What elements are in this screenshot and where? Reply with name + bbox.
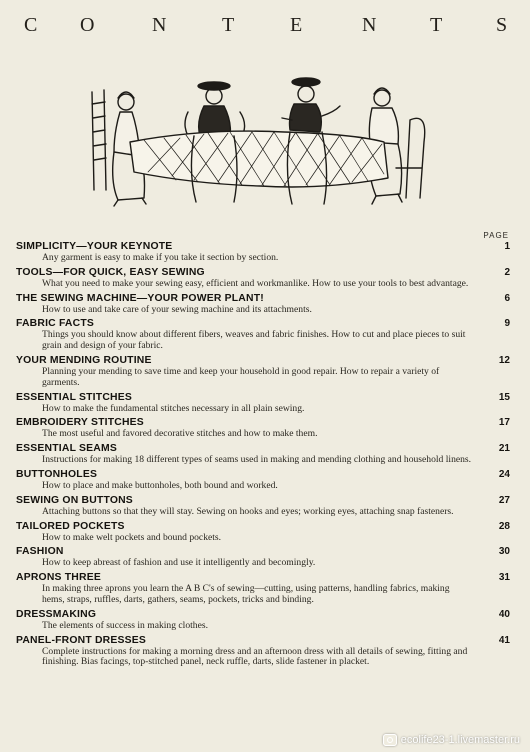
- toc-entry-page: 41: [498, 634, 510, 646]
- toc-entry-description: Complete instructions for making a morning dress and an afternoon dress with all details of sewing, fitting and finishing. Bias facings, top-stitched panel, neck ruffle, darts, slide fastener in placket.: [42, 645, 468, 668]
- toc-entry-description: Planning your mending to save time and keep your household in good repair. How to repair a variety of garments.: [42, 365, 440, 388]
- toc-entry-description: The elements of success in making clothes.: [42, 619, 208, 631]
- toc-entry-page: 12: [498, 354, 510, 366]
- toc-entry-page: 27: [498, 494, 510, 506]
- toc-entry-title: TAILORED POCKETS: [16, 520, 125, 532]
- toc-entry-description: What you need to make your sewing easy, efficient and workmanlike. How to use your tools to best advantage.: [42, 277, 469, 289]
- toc-entry-description: Any garment is easy to make if you take it section by section.: [42, 252, 279, 263]
- toc-entry-page: 40: [498, 608, 510, 620]
- toc-entry-page: 24: [498, 468, 510, 480]
- toc-entry-page: 28: [498, 520, 510, 532]
- toc-entry-description: How to make welt pockets and bound pockets.: [42, 531, 222, 543]
- toc-entry-description: How to make the fundamental stitches necessary in all plain sewing.: [42, 402, 305, 414]
- toc-entry-description: Instructions for making 18 different types of seams used in making and mending clothing and household linens.: [42, 454, 472, 466]
- heading-letter: C: [24, 14, 38, 36]
- heading-letter: N: [362, 14, 377, 36]
- toc-entry: [16, 241, 514, 264]
- toc-entry: [16, 609, 514, 632]
- toc-entry-page: 17: [498, 417, 510, 429]
- toc-entry-page: 6: [504, 292, 510, 304]
- toc-entry-title: APRONS THREE: [16, 572, 101, 584]
- toc-entry-title: FABRIC FACTS: [16, 318, 95, 330]
- toc-entry-page: 21: [498, 443, 510, 455]
- toc-entry: [16, 267, 514, 290]
- toc-entry-description: How to place and make buttonholes, both bound and worked.: [42, 479, 278, 491]
- toc-entry-description: In making three aprons you learn the A B C's of sewing—cutting, using patterns, handling fabrics, making hems, straps, ruffles, darts, gathers, seams, pockets, tricks and binding.: [42, 583, 450, 605]
- toc-entry-page: 15: [498, 391, 510, 403]
- toc-entry-description: The most useful and favored decorative stitches and how to make them.: [42, 428, 318, 440]
- heading-letter: E: [290, 14, 303, 36]
- toc-entry-page: 30: [498, 546, 510, 558]
- heading-letter: S: [496, 14, 508, 36]
- toc-entry-title: DRESSMAKING: [16, 608, 97, 620]
- toc-entry: [16, 469, 514, 492]
- toc-entry-page: 2: [504, 266, 510, 278]
- toc-entry-title: EMBROIDERY STITCHES: [16, 417, 144, 429]
- toc-entry: [16, 443, 514, 466]
- toc-entry: [16, 521, 514, 544]
- toc-entry: [16, 293, 514, 316]
- toc-entry: [16, 417, 514, 440]
- contents-heading: [0, 6, 530, 40]
- toc-entry-title: BUTTONHOLES: [16, 468, 98, 480]
- page-column-label: PAGE: [483, 231, 509, 240]
- camera-icon: [383, 734, 397, 746]
- toc-entry-page: 31: [498, 572, 510, 584]
- toc-entry-description: Attaching buttons so that they will stay. Sewing on hooks and eyes; working eyes, attaching snap fasteners.: [42, 505, 454, 517]
- toc-entry: [16, 355, 514, 389]
- toc-entry-title: THE SEWING MACHINE—YOUR POWER PLANT!: [16, 292, 264, 304]
- watermark: [383, 734, 520, 746]
- heading-letter: T: [222, 14, 235, 36]
- toc-entry-title: YOUR MENDING ROUTINE: [16, 354, 152, 366]
- toc-entry-description: Things you should know about different fibers, weaves and fabric finishes. How to cut and place pieces to suit grain and design of your fabric.: [42, 329, 466, 352]
- heading-letter: N: [152, 14, 167, 36]
- watermark-text: ecolife23-1.livemaster.ru: [400, 734, 520, 746]
- toc-entry: [16, 495, 514, 518]
- toc-entry: [16, 572, 514, 606]
- heading-letter: T: [430, 14, 443, 36]
- toc-entry: [16, 392, 514, 415]
- sewing-circle-illustration-icon: [84, 72, 436, 222]
- toc-entry-title: ESSENTIAL SEAMS: [16, 443, 117, 455]
- toc-entry-title: SEWING ON BUTTONS: [16, 494, 133, 506]
- toc-entry-page: 1: [504, 241, 510, 252]
- toc-entry-title: ESSENTIAL STITCHES: [16, 391, 132, 403]
- toc-entry-title: PANEL-FRONT DRESSES: [16, 634, 147, 646]
- toc-entry-title: TOOLS—FOR QUICK, EASY SEWING: [16, 266, 205, 278]
- toc-entry-title: FASHION: [16, 546, 64, 558]
- toc-entry: [16, 318, 514, 352]
- toc-list: [16, 241, 514, 671]
- toc-entry-title: SIMPLICITY—YOUR KEYNOTE: [16, 241, 173, 252]
- heading-letter: O: [80, 14, 95, 36]
- toc-entry-description: How to keep abreast of fashion and use it intelligently and becomingly.: [42, 557, 316, 569]
- toc-entry: [16, 546, 514, 569]
- toc-entry: [16, 635, 514, 669]
- toc-entry-page: 9: [504, 318, 510, 330]
- toc-entry-description: How to use and take care of your sewing machine and its attachments.: [42, 303, 312, 315]
